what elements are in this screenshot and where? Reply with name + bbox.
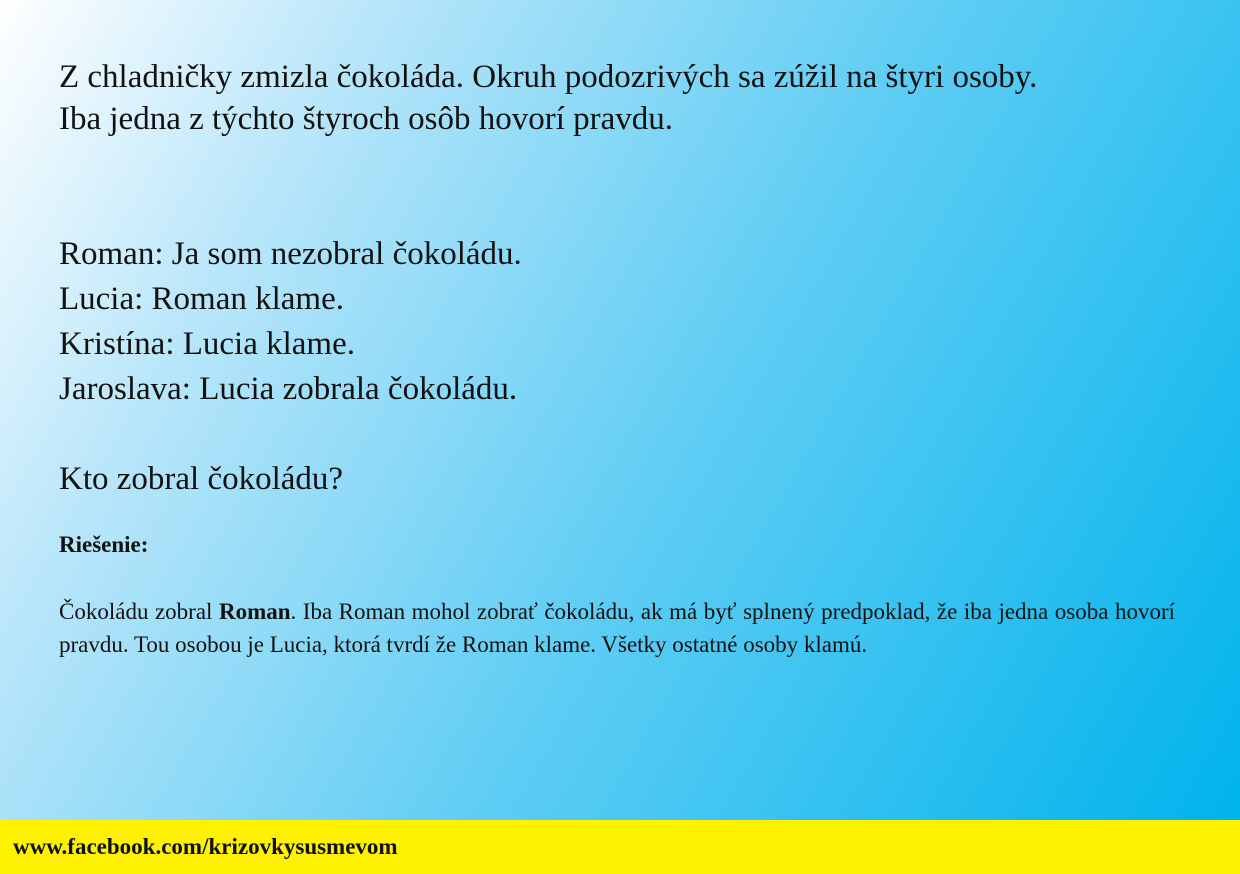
solution-heading: Riešenie: <box>59 532 149 557</box>
statement-lucia: Lucia: Roman klame. <box>59 281 344 317</box>
statement-jaroslava: Jaroslava: Lucia zobrala čokoládu. <box>59 371 518 407</box>
intro-line-1: Z chladničky zmizla čokoláda. Okruh podozrivých sa zúžil na štyri osoby. <box>59 59 1038 95</box>
statement-kristina: Kristína: Lucia klame. <box>59 326 355 362</box>
facebook-link[interactable]: www.facebook.com/krizovkysusmevom <box>13 834 398 859</box>
solution-text-before: Čokoládu zobral <box>59 599 219 624</box>
statements-list <box>59 232 522 412</box>
intro-line-2: Iba jedna z týchto štyroch osôb hovorí pravdu. <box>59 101 674 137</box>
solution-text-after: . Iba Roman mohol zobrať čokoládu, ak má byť splnený predpoklad, že iba jedna osoba hovorí pravdu. Tou osobou je Lucia, ktorá tvrdí že Roman klame. Všetky ostatné osoby klamú. <box>59 599 1176 657</box>
footer-bar <box>0 820 1240 874</box>
solution-answer: Roman <box>218 599 291 624</box>
puzzle-intro <box>59 56 1209 140</box>
solution-text <box>59 595 1175 661</box>
statement-roman: Roman: Ja som nezobral čokoládu. <box>59 236 522 272</box>
puzzle-question: Kto zobral čokoládu? <box>59 461 344 497</box>
